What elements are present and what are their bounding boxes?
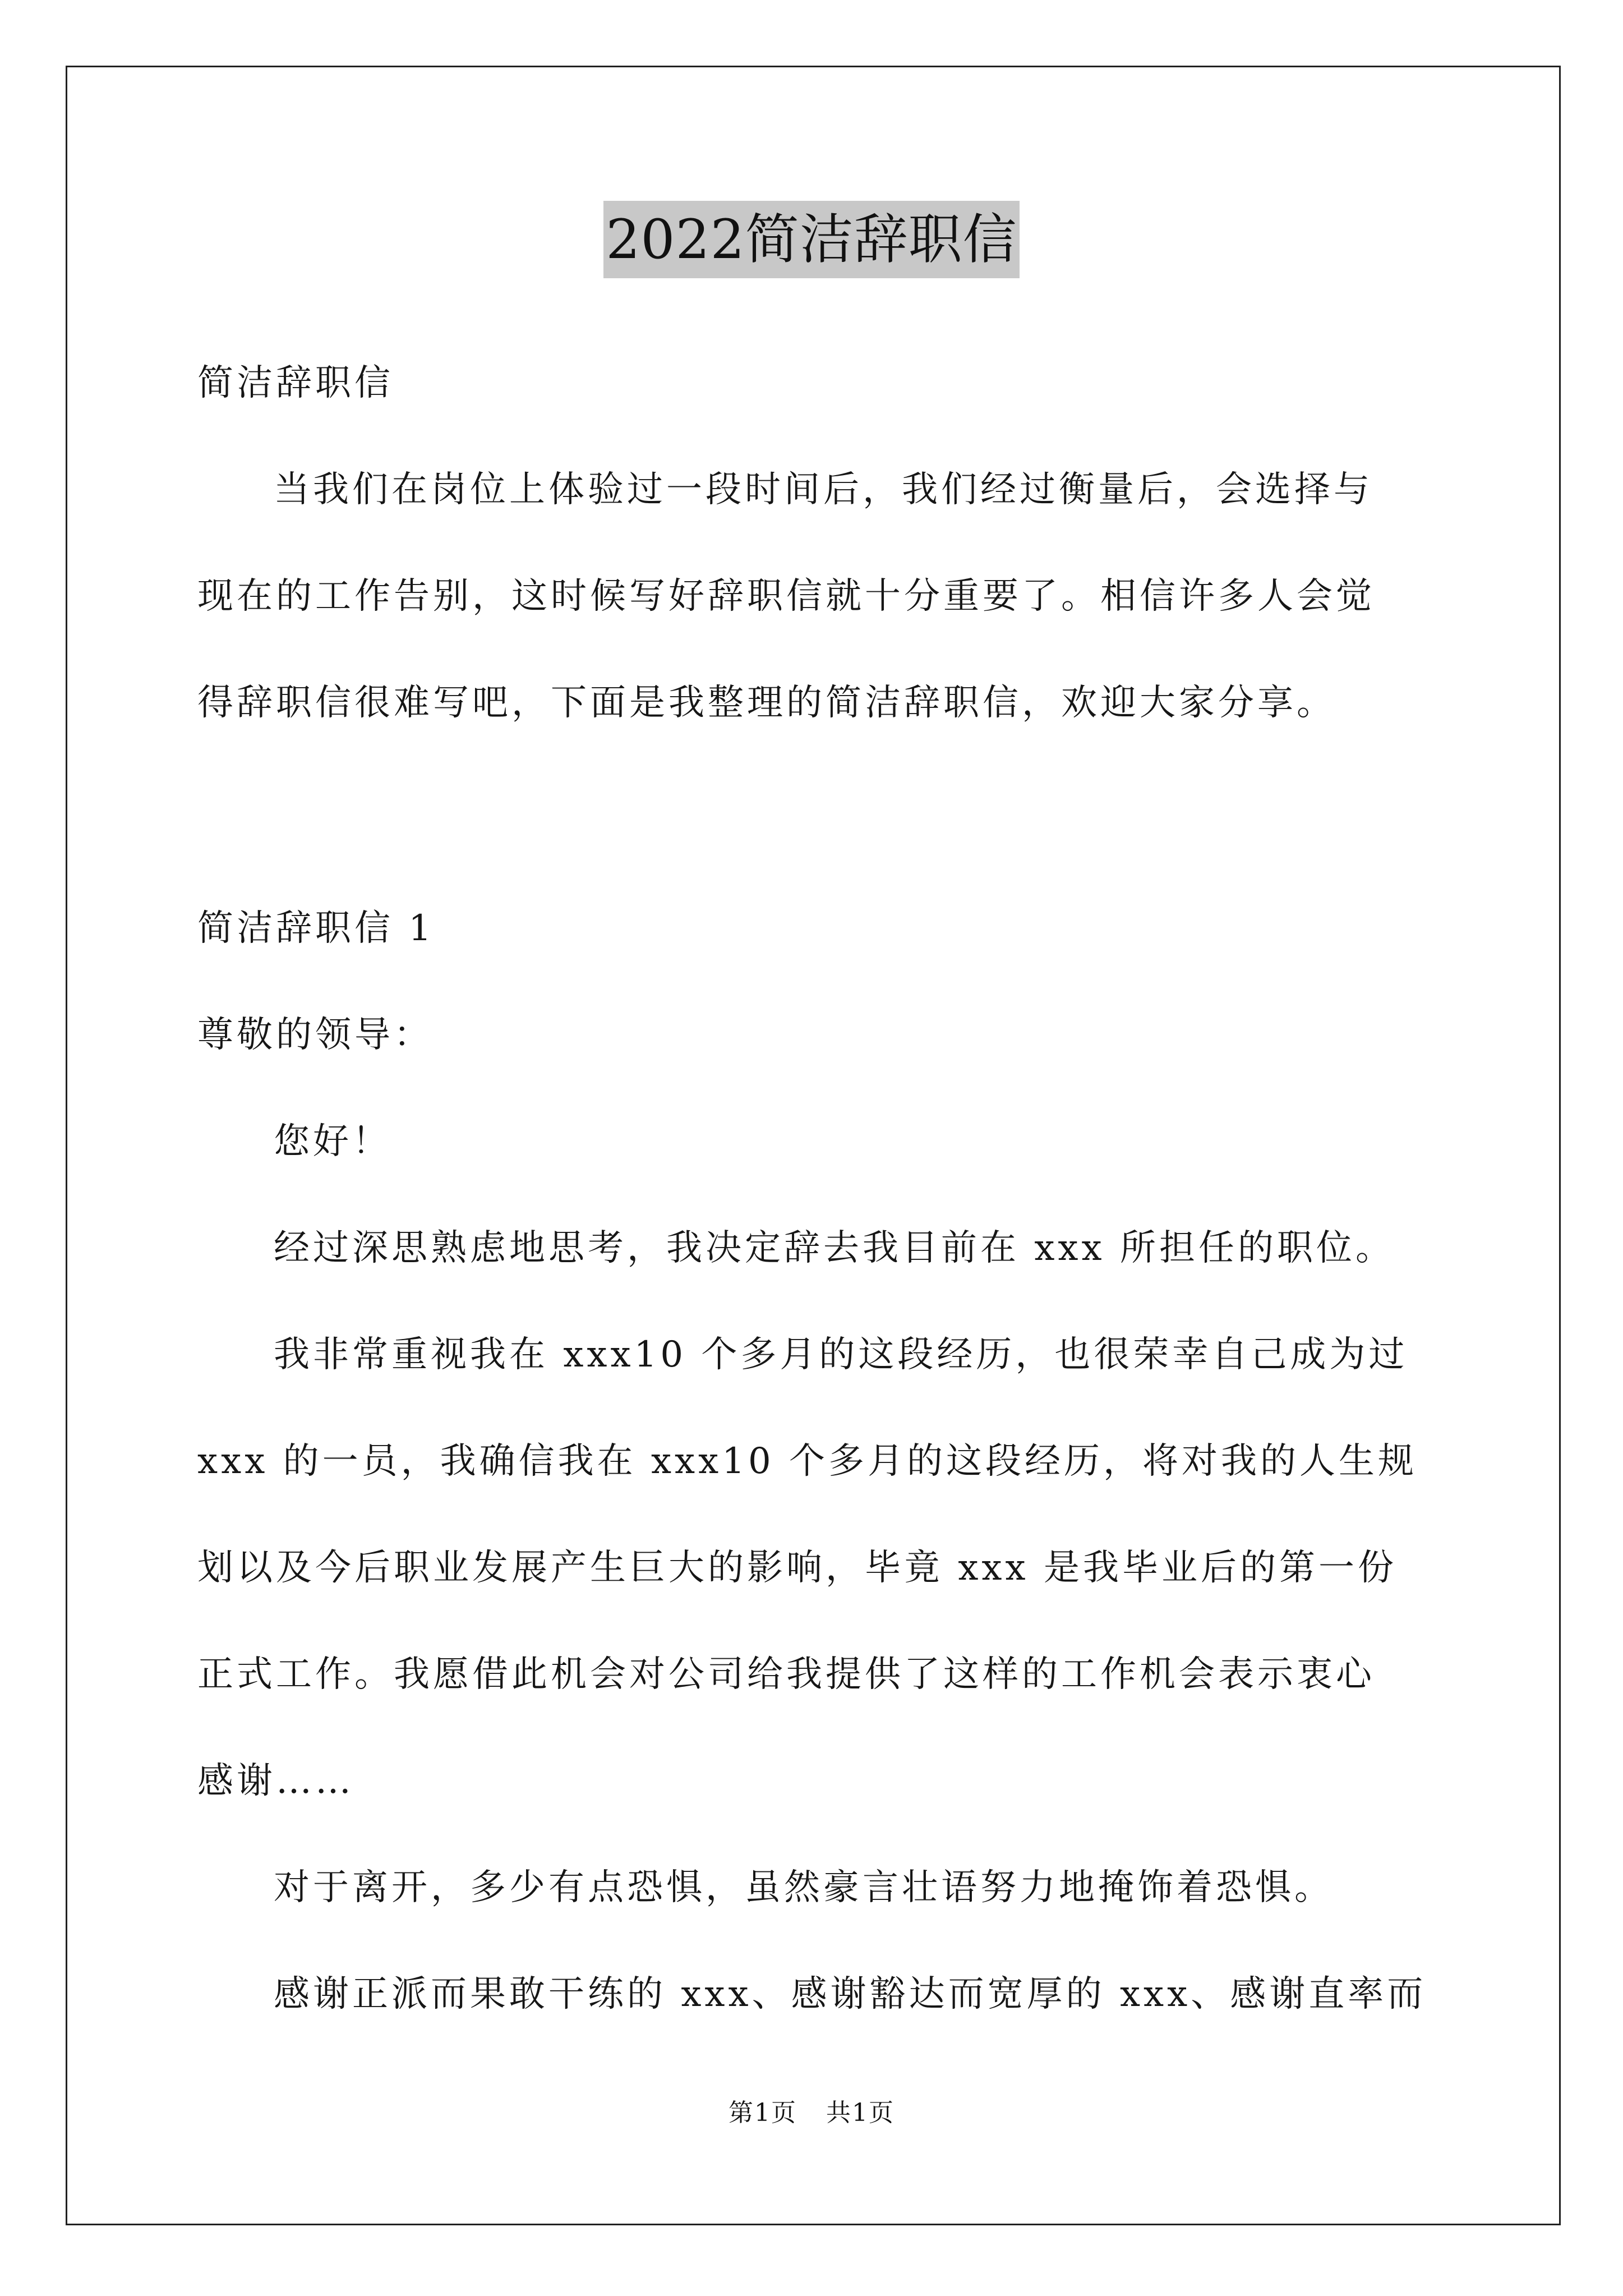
paragraph-thanks-line-3: 划以及今后职业发展产生巨大的影响，毕竟 xxx 是我毕业后的第一份 bbox=[197, 1547, 1397, 1589]
paragraph-thanks-line-5: 感谢…… bbox=[197, 1760, 354, 1802]
paragraph-decision: 经过深思熟虑地思考，我决定辞去我目前在 xxx 所担任的职位。 bbox=[274, 1227, 1395, 1269]
paragraph-thanks-line-4: 正式工作。我愿借此机会对公司给我提供了这样的工作机会表示衷心 bbox=[197, 1654, 1375, 1695]
paragraph-thanks-line-1: 我非常重视我在 xxx10 个多月的这段经历，也很荣幸自己成为过 bbox=[274, 1334, 1408, 1375]
title-container bbox=[0, 201, 1623, 278]
intro-line-2: 现在的工作告别，这时候写好辞职信就十分重要了。相信许多人会觉 bbox=[197, 576, 1375, 617]
page-footer bbox=[0, 2092, 1623, 2128]
document-title: 2022简洁辞职信 bbox=[603, 201, 1019, 278]
salutation: 尊敬的领导： bbox=[197, 1014, 433, 1056]
paragraph-thanks-line-2: xxx 的一员，我确信我在 xxx10 个多月的这段经历，将对我的人生规 bbox=[197, 1441, 1418, 1482]
subtitle: 简洁辞职信 bbox=[197, 362, 394, 404]
section-heading: 简洁辞职信 1 bbox=[197, 908, 435, 949]
page-number-current: 第1页 bbox=[728, 2099, 797, 2127]
paragraph-gratitude: 感谢正派而果敢干练的 xxx、感谢豁达而宽厚的 xxx、感谢直率而 bbox=[274, 1973, 1427, 2015]
intro-line-3: 得辞职信很难写吧，下面是我整理的简洁辞职信，欢迎大家分享。 bbox=[197, 682, 1336, 724]
greeting: 您好！ bbox=[274, 1121, 391, 1162]
letter-body bbox=[197, 875, 1431, 2047]
paragraph-fear: 对于离开，多少有点恐惧，虽然豪言壮语努力地掩饰着恐惧。 bbox=[274, 1867, 1334, 1908]
intro-line-1: 当我们在岗位上体验过一段时间后，我们经过衡量后，会选择与 bbox=[274, 469, 1373, 510]
page-number-total: 共1页 bbox=[826, 2099, 895, 2127]
document-body bbox=[197, 330, 1431, 756]
